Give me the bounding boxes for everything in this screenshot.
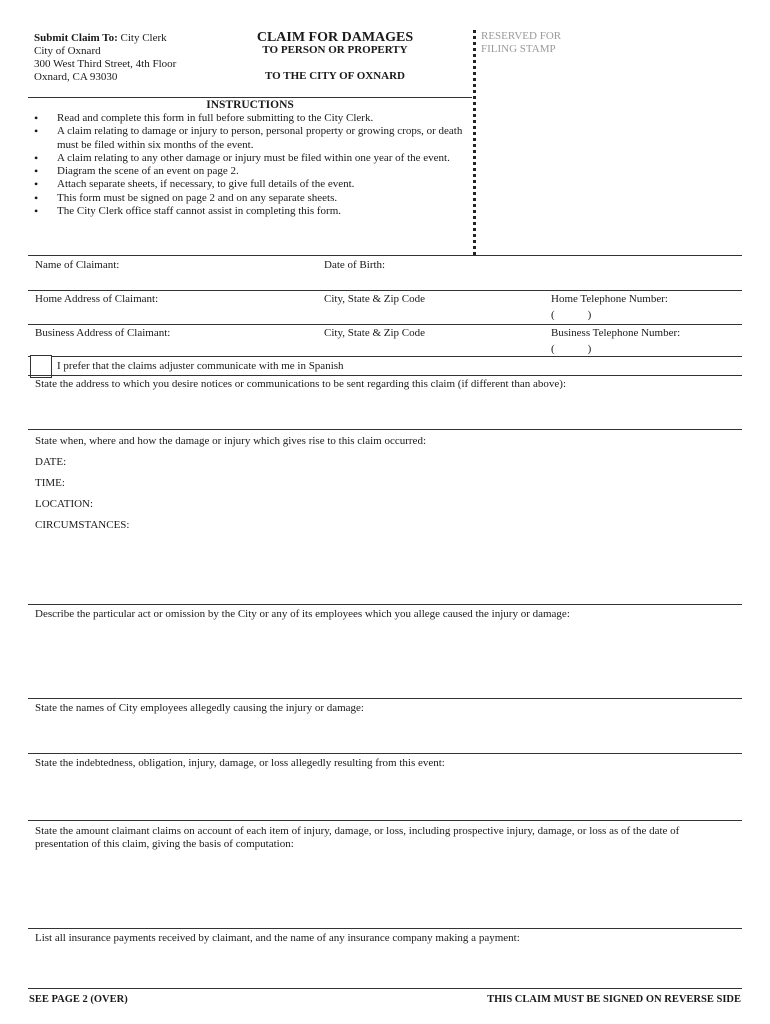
instruction-item: • The City Clerk office staff cannot assist in completing this form. [34,205,464,218]
business-address-field[interactable]: Business Address of Claimant: [35,327,171,339]
incident-location-field[interactable]: LOCATION: [35,498,94,510]
submit-claim-recipient: City Clerk [120,32,167,44]
divider [28,375,742,376]
divider [28,928,742,929]
home-telephone-field[interactable]: Home Telephone Number: [551,293,668,305]
home-telephone-parens: ( ) [551,309,592,321]
stamp-area-divider [473,30,476,255]
divider [28,255,742,256]
form-subtitle-2: TO THE CITY OF OXNARD [265,70,405,82]
instructions-list [34,112,464,218]
insurance-payments-prompt: List all insurance payments received by claimant, and the name of any insurance company making a payment: [35,932,520,944]
incident-prompt: State when, where and how the damage or injury which gives rise to this claim occurred: [35,435,426,447]
date-of-birth-field[interactable]: Date of Birth: [324,259,386,271]
divider [28,429,742,430]
divider [28,290,742,291]
business-city-state-zip-field[interactable]: City, State & Zip Code [324,327,426,339]
form-title: CLAIM FOR DAMAGES [256,30,414,45]
submit-to-block [34,32,234,84]
incident-date-field[interactable]: DATE: [35,456,67,468]
divider [28,753,742,754]
divider [28,698,742,699]
incident-time-field[interactable]: TIME: [35,477,65,489]
amount-claimed-prompt: State the amount claimant claims on account of each item of injury, damage, or loss, including prospective injury, damage, or loss as of the date of presentation of this claim, giving the basis of computation: [35,825,680,850]
filing-stamp-reserved [481,30,561,56]
incident-circumstances-field[interactable]: CIRCUMSTANCES: [35,519,130,531]
reserved-line-2: FILING STAMP [481,43,556,55]
employees-prompt: State the names of City employees allegedly causing the injury or damage: [35,702,364,714]
spanish-preference-label: I prefer that the claims adjuster communicate with me in Spanish [57,360,344,372]
instructions-heading: INSTRUCTIONS [206,99,294,111]
notice-address-prompt: State the address to which you desire notices or communications to be sent regarding this claim (if different than above): [35,378,567,390]
instruction-item: • Diagram the scene of an event on page 2. [34,165,464,178]
form-subtitle-1: TO PERSON OR PROPERTY [262,44,408,56]
home-address-field[interactable]: Home Address of Claimant: [35,293,159,305]
name-of-claimant-field[interactable]: Name of Claimant: [35,259,120,271]
address-line-2: 300 West Third Street, 4th Floor [34,58,177,70]
reserved-line-1: RESERVED FOR [481,30,562,42]
footer-rule [28,988,742,989]
indebtedness-prompt: State the indebtedness, obligation, injury, damage, or loss allegedly resulting from this event: [35,757,445,769]
business-telephone-field[interactable]: Business Telephone Number: [551,327,681,339]
address-line-3: Oxnard, CA 93030 [34,71,118,83]
divider [28,820,742,821]
business-telephone-parens: ( ) [551,343,592,355]
home-city-state-zip-field[interactable]: City, State & Zip Code [324,293,426,305]
instruction-item: • Attach separate sheets, if necessary, to give full details of the event. [34,178,464,191]
instruction-item: • A claim relating to any other damage or injury must be filed within one year of the event. [34,152,464,165]
instruction-item: • Read and complete this form in full before submitting to the City Clerk. [34,112,464,125]
act-omission-prompt: Describe the particular act or omission by the City or any of its employees which you allege caused the injury or damage: [35,608,570,620]
instruction-item: • A claim relating to damage or injury to person, personal property or growing crops, or death must be filed within six months of the event. [34,125,464,152]
submit-claim-label: Submit Claim To: [34,32,118,44]
address-line-1: City of Oxnard [34,45,101,57]
divider [28,604,742,605]
divider [28,324,742,325]
instructions-top-rule [28,97,472,98]
footer-signature-notice: THIS CLAIM MUST BE SIGNED ON REVERSE SIDE [487,994,741,1005]
footer-see-page-2: SEE PAGE 2 (OVER) [29,994,128,1005]
divider [28,356,742,357]
instruction-item: • This form must be signed on page 2 and on any separate sheets. [34,192,464,205]
